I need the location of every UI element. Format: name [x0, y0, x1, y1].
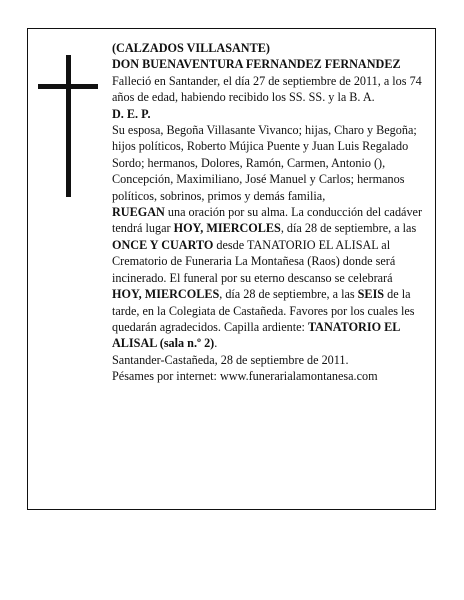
death-statement: Falleció en Santander, el día 27 de septiembre de 2011, a los 74 años de edad, habiendo recibido los SS. SS. y la B. A.	[112, 73, 422, 105]
obituary-text	[112, 40, 424, 385]
ceremony-paragraph: RUEGAN una oración por su alma. La conducción del cadáver tendrá lugar HOY, MIERCOLES, día 28 de septiembre, a las ONCE Y CUARTO desde TANATORIO EL ALISAL al Crematorio de Funeraria La Montañesa (Raos) donde será incinerado. El funeral por su eterno descanso se celebrará HOY, MIERCOLES, día 28 de septiembre, a las SEIS de la tarde, en la Colegiata de Castañeda. Favores por los cuales les quedarán agradecidos. Capilla ardiente: TANATORIO EL ALISAL (sala n.º 2).	[112, 205, 423, 351]
family-list: Su esposa, Begoña Villasante Vivanco; hijas, Charo y Begoña; hijos políticos, Roberto Mújica Puente y Juan Luis Regalado Sordo; hermanos, Dolores, Ramón, Carmen, Antonio (), Concepción, Maximiliano, José Manuel y Carlos; hermanos políticos, sobrinos, primos y demás familia,	[112, 123, 417, 203]
deceased-name: DON BUENAVENTURA FERNANDEZ FERNANDEZ	[112, 57, 401, 72]
dep-line: D. E. P.	[112, 106, 151, 121]
time-2: SEIS	[357, 287, 385, 302]
chapel-name: TANATORIO EL ALISAL (sala n.º 2)	[112, 319, 400, 351]
condolence-web: Pésames por internet: www.funerarialamontanesa.com	[112, 369, 378, 384]
ruegan-word: RUEGAN	[112, 205, 165, 220]
day-2: HOY, MIERCOLES	[112, 287, 220, 302]
cross-icon	[66, 55, 71, 197]
day-1: HOY, MIERCOLES	[173, 221, 281, 236]
company-line: (CALZADOS VILLASANTE)	[112, 41, 270, 55]
time-1: ONCE Y CUARTO	[112, 237, 214, 252]
place-date: Santander-Castañeda, 28 de septiembre de 2011.	[112, 352, 349, 367]
cross-icon-bar	[38, 84, 98, 89]
